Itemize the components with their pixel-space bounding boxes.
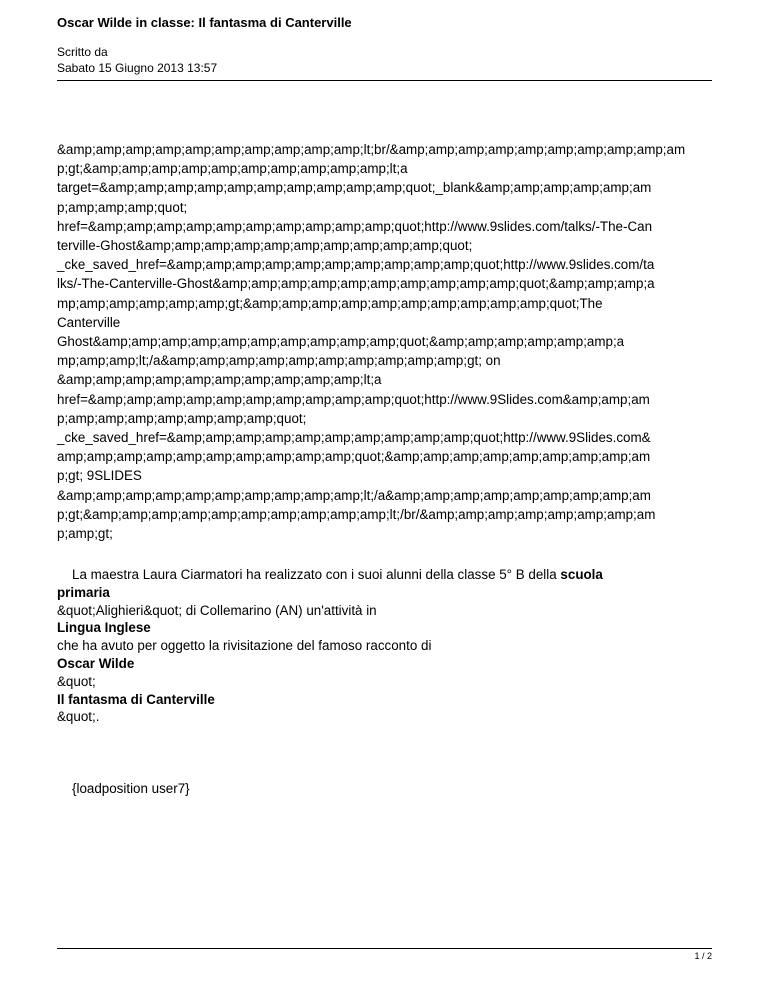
- byline-label: Scritto da: [57, 45, 108, 59]
- article-text: &quot;.: [57, 709, 100, 725]
- loadposition-placeholder: {loadposition user7}: [72, 781, 190, 796]
- page-title: Oscar Wilde in classe: Il fantasma di Canterville: [57, 15, 352, 30]
- escaped-line: &amp;amp;amp;amp;amp;amp;amp;amp;amp;amp;lt;a: [57, 372, 382, 388]
- escaped-line: href=&amp;amp;amp;amp;amp;amp;amp;amp;amp;amp;quot;http://www.9slides.com/talks/-The-Can: [57, 218, 653, 234]
- article-bold-text: scuola: [560, 567, 603, 582]
- escaped-line: p;amp;gt;: [57, 526, 113, 542]
- article-body: [57, 566, 717, 726]
- article-bold-text: primaria: [57, 584, 110, 600]
- article-paragraph: [57, 566, 717, 584]
- article-bold-text: Lingua Inglese: [57, 620, 151, 636]
- article-meta: [57, 44, 217, 76]
- escaped-line: p;amp;amp;amp;amp;amp;amp;amp;quot;: [57, 410, 307, 426]
- article-text: La maestra Laura Ciarmatori ha realizzato con i suoi alunni della classe 5° B della: [72, 567, 561, 582]
- escaped-line: lks/-The-Canterville-Ghost&amp;amp;amp;amp;amp;amp;amp;amp;amp;amp;quot;&amp;amp;amp;a: [57, 276, 655, 292]
- header-divider: [57, 80, 712, 81]
- page-number: 1 / 2: [694, 951, 712, 961]
- escaped-line: p;gt;&amp;amp;amp;amp;amp;amp;amp;amp;amp;amp;lt;a: [57, 161, 408, 177]
- escaped-line: p;amp;amp;amp;quot;: [57, 199, 188, 215]
- escaped-line: _cke_saved_href=&amp;amp;amp;amp;amp;amp;amp;amp;amp;amp;quot;http://www.9Slides.com&: [57, 430, 651, 446]
- footer-divider: [57, 948, 712, 949]
- escaped-line: p;gt; 9SLIDES: [57, 468, 142, 484]
- escaped-line: Canterville: [57, 314, 121, 330]
- article-text: &quot;: [57, 673, 96, 689]
- article-text: &quot;Alighieri&quot; di Collemarino (AN) un'attività in: [57, 602, 377, 618]
- escaped-line: &amp;amp;amp;amp;amp;amp;amp;amp;amp;amp;lt;/a&amp;amp;amp;amp;amp;amp;amp;amp;am: [57, 487, 651, 503]
- escaped-line: target=&amp;amp;amp;amp;amp;amp;amp;amp;amp;amp;quot;_blank&amp;amp;amp;amp;amp;am: [57, 180, 652, 196]
- escaped-line: p;gt;&amp;amp;amp;amp;amp;amp;amp;amp;amp;amp;lt;/br/&amp;amp;amp;amp;amp;amp;amp;am: [57, 506, 656, 522]
- escaped-line: terville-Ghost&amp;amp;amp;amp;amp;amp;amp;amp;amp;amp;quot;: [57, 238, 473, 254]
- article-bold-text: Il fantasma di Canterville: [57, 691, 215, 707]
- escaped-line: Ghost&amp;amp;amp;amp;amp;amp;amp;amp;amp;amp;quot;&amp;amp;amp;amp;amp;amp;a: [57, 334, 625, 350]
- escaped-line: amp;amp;amp;amp;amp;amp;amp;amp;amp;amp;quot;&amp;amp;amp;amp;amp;amp;amp;amp;am: [57, 449, 651, 465]
- publish-date: Sabato 15 Giugno 2013 13:57: [57, 61, 218, 75]
- escaped-line: mp;amp;amp;amp;amp;amp;gt;&amp;amp;amp;amp;amp;amp;amp;amp;amp;amp;quot;The: [57, 295, 603, 311]
- escaped-line: href=&amp;amp;amp;amp;amp;amp;amp;amp;amp;amp;quot;http://www.9Slides.com&amp;amp;am: [57, 391, 650, 407]
- escaped-line: _cke_saved_href=&amp;amp;amp;amp;amp;amp;amp;amp;amp;amp;quot;http://www.9slides.com/ta: [57, 257, 655, 273]
- escaped-line: mp;amp;amp;lt;/a&amp;amp;amp;amp;amp;amp;amp;amp;amp;amp;gt; on: [57, 353, 501, 369]
- escaped-markup-text: [57, 140, 717, 543]
- article-text: che ha avuto per oggetto la rivisitazione del famoso racconto di: [57, 638, 432, 654]
- escaped-line: &amp;amp;amp;amp;amp;amp;amp;amp;amp;amp;lt;br/&amp;amp;amp;amp;amp;amp;amp;amp;amp;am: [57, 142, 686, 157]
- article-bold-text: Oscar Wilde: [57, 655, 135, 671]
